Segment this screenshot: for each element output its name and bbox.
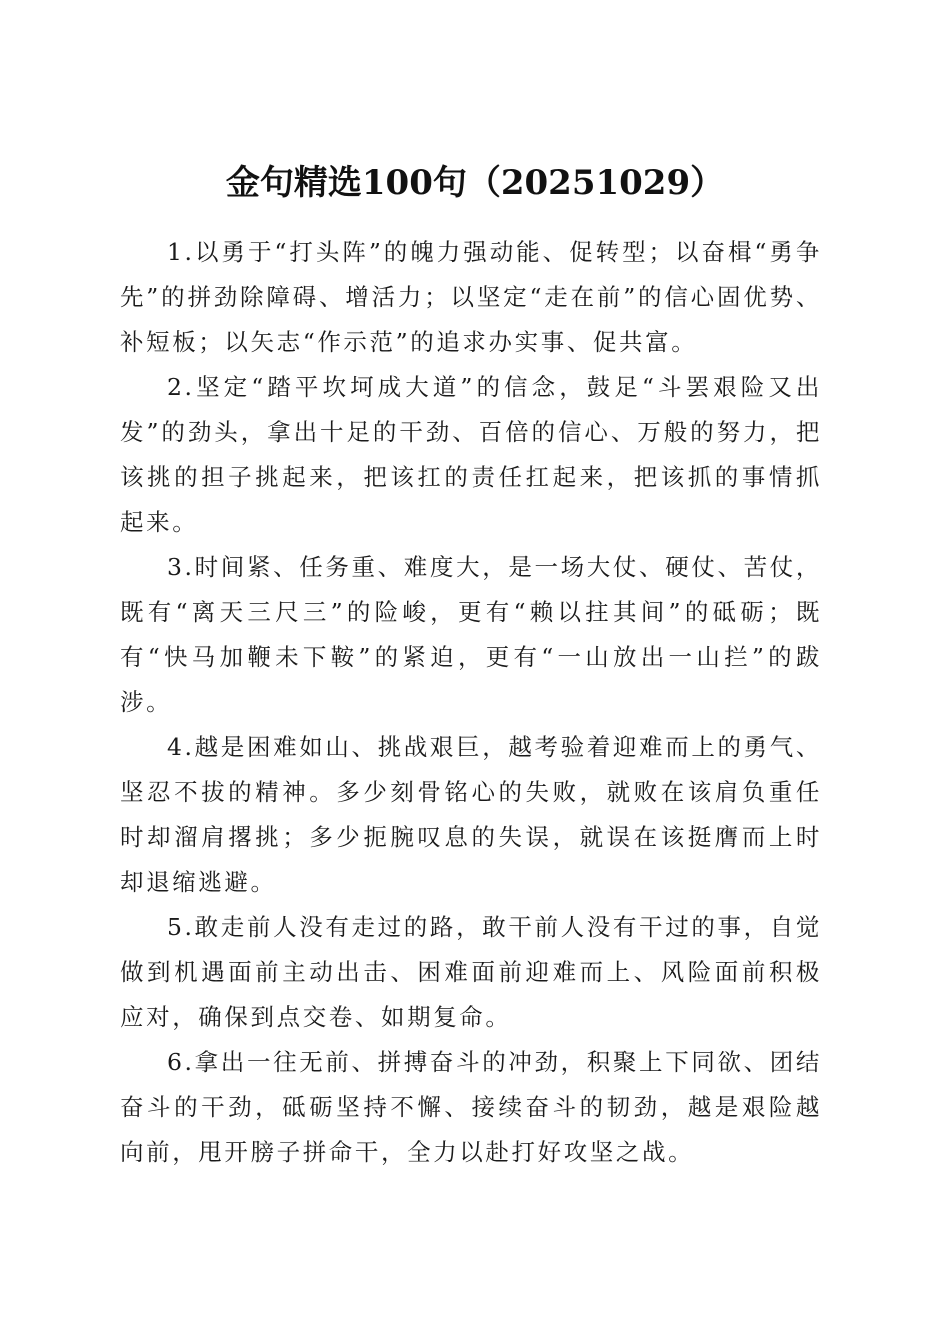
- document-title: 金句精选100句（20251029）: [225, 162, 725, 203]
- paragraph-6: 6.拿出一往无前、拼搏奋斗的冲劲，积聚上下同欲、团结奋斗的干劲，砥砺坚持不懈、接续奋斗的韧劲，越是艰险越向前，甩开膀子拼命干，全力以赴打好攻坚之战。: [120, 1048, 822, 1166]
- paragraph-5: 5.敢走前人没有走过的路，敢干前人没有干过的事，自觉做到机遇面前主动出击、困难面前迎难而上、风险面前积极应对，确保到点交卷、如期复命。: [120, 913, 822, 1031]
- document-body: [120, 230, 822, 1175]
- paragraph-2: 2.坚定“踏平坎坷成大道”的信念，鼓足“斗罢艰险又出发”的劲头，拿出十足的干劲、百倍的信心、万般的努力，把该挑的担子挑起来，把该扛的责任扛起来，把该抓的事情抓起来。: [120, 373, 822, 536]
- paragraph-3: 3.时间紧、任务重、难度大，是一场大仗、硬仗、苦仗，既有“离天三尺三”的险峻，更有“赖以拄其间”的砥砺；既有“快马加鞭未下鞍”的紧迫，更有“一山放出一山拦”的跋涉。: [120, 553, 822, 716]
- paragraph-4: 4.越是困难如山、挑战艰巨，越考验着迎难而上的勇气、坚忍不拔的精神。多少刻骨铭心的失败，就败在该肩负重任时却溜肩撂挑；多少扼腕叹息的失误，就误在该挺膺而上时却退缩逃避。: [120, 733, 822, 896]
- paragraph-1: 1.以勇于“打头阵”的魄力强动能、促转型；以奋楫“勇争先”的拼劲除障碍、增活力；以坚定“走在前”的信心固优势、补短板；以矢志“作示范”的追求办实事、促共富。: [120, 238, 822, 356]
